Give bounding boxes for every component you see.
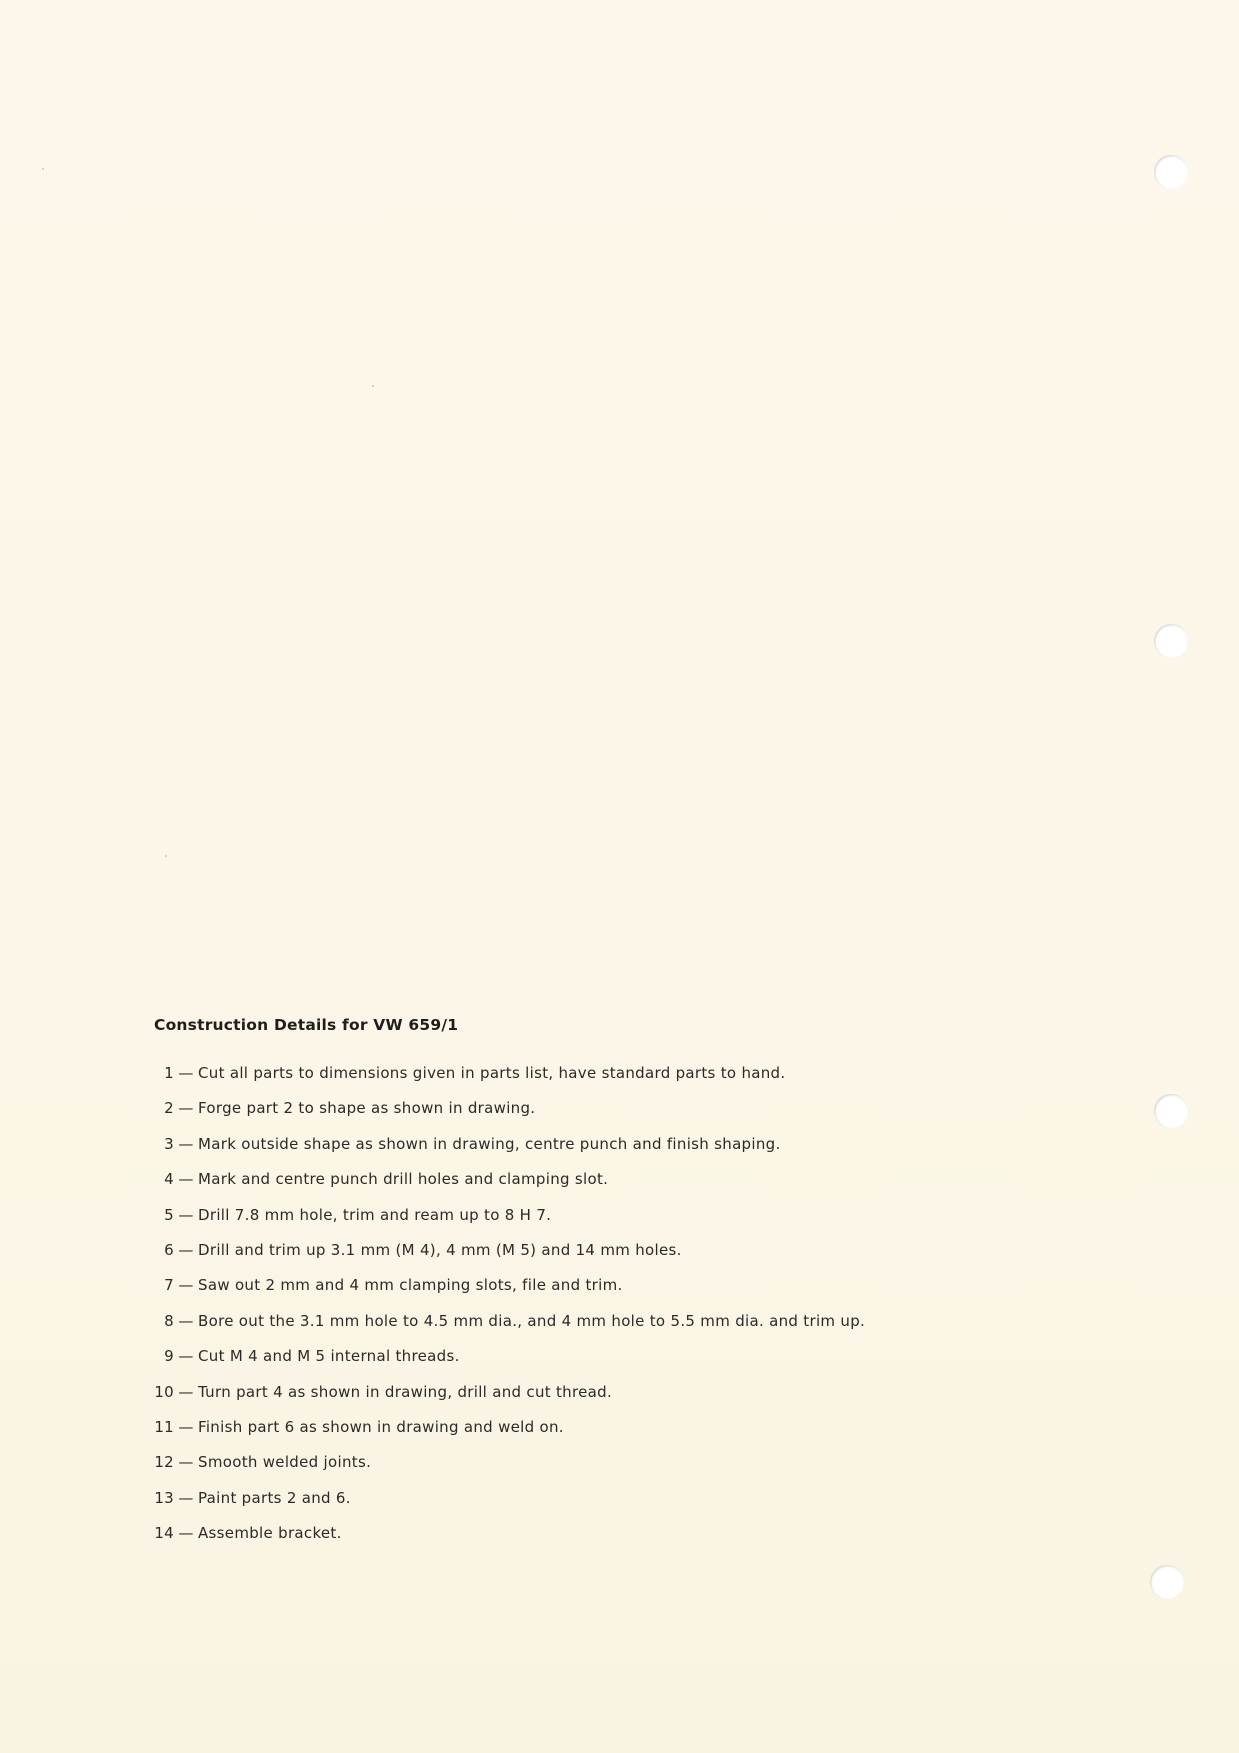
step-separator: — [178, 1417, 194, 1436]
step-item [154, 1135, 865, 1170]
step-number: 7 [164, 1276, 174, 1295]
punch-hole [1154, 155, 1188, 189]
step-separator: — [178, 1170, 194, 1189]
step-number: 5 [164, 1205, 174, 1224]
step-separator: — [178, 1064, 194, 1082]
step-separator: — [178, 1382, 194, 1401]
step-separator: — [178, 1099, 194, 1118]
construction-steps-list [154, 1064, 865, 1559]
step-number: 8 [164, 1311, 174, 1330]
step-text: Saw out 2 mm and 4 mm clamping slots, file and trim. [198, 1276, 623, 1295]
step-number: 10 [154, 1382, 174, 1401]
step-item [154, 1064, 865, 1099]
step-text: Drill and trim up 3.1 mm (M 4), 4 mm (M 5) and 14 mm holes. [198, 1240, 682, 1259]
step-item [154, 1312, 865, 1347]
step-separator: — [178, 1453, 194, 1472]
step-text: Cut M 4 and M 5 internal threads. [198, 1347, 460, 1366]
step-separator: — [178, 1134, 194, 1153]
step-item [154, 1241, 865, 1276]
step-number: 1 [164, 1064, 174, 1082]
step-item [154, 1170, 865, 1205]
step-text: Mark outside shape as shown in drawing, centre punch and finish shaping. [198, 1134, 781, 1153]
step-item [154, 1383, 865, 1418]
step-text: Forge part 2 to shape as shown in drawing. [198, 1099, 536, 1118]
step-item [154, 1418, 865, 1453]
step-number: 11 [154, 1417, 174, 1436]
step-item [154, 1206, 865, 1241]
step-text: Turn part 4 as shown in drawing, drill and cut thread. [198, 1382, 613, 1401]
step-number: 2 [164, 1099, 174, 1118]
punch-hole [1154, 1094, 1188, 1128]
paper-speck [372, 385, 374, 387]
step-text: Cut all parts to dimensions given in parts list, have standard parts to hand. [198, 1064, 786, 1082]
step-number: 14 [154, 1524, 174, 1543]
step-text: Drill 7.8 mm hole, trim and ream up to 8 H 7. [198, 1205, 552, 1224]
step-separator: — [178, 1240, 194, 1259]
step-separator: — [178, 1276, 194, 1295]
step-number: 9 [164, 1347, 174, 1366]
step-separator: — [178, 1488, 194, 1507]
step-text: Paint parts 2 and 6. [198, 1488, 351, 1507]
step-text: Assemble bracket. [198, 1524, 342, 1543]
step-item [154, 1099, 865, 1134]
step-text: Bore out the 3.1 mm hole to 4.5 mm dia., and 4 mm hole to 5.5 mm dia. and trim up. [198, 1311, 866, 1330]
step-number: 12 [154, 1453, 174, 1472]
step-number: 6 [164, 1240, 174, 1259]
step-separator: — [178, 1205, 194, 1224]
punch-hole [1154, 624, 1188, 658]
step-separator: — [178, 1524, 194, 1543]
document-title: Construction Details for VW 659/1 [154, 1016, 459, 1034]
step-item [154, 1453, 865, 1488]
step-separator: — [178, 1347, 194, 1366]
step-item [154, 1347, 865, 1382]
step-number: 13 [154, 1488, 174, 1507]
step-separator: — [178, 1311, 194, 1330]
step-text: Finish part 6 as shown in drawing and weld on. [198, 1417, 564, 1436]
punch-hole [1150, 1565, 1184, 1599]
step-number: 3 [164, 1134, 174, 1153]
step-number: 4 [164, 1170, 174, 1189]
step-item [154, 1276, 865, 1311]
step-text: Smooth welded joints. [198, 1453, 372, 1472]
step-item [154, 1524, 865, 1559]
step-item [154, 1489, 865, 1524]
step-text: Mark and centre punch drill holes and clamping slot. [198, 1170, 609, 1189]
paper-speck [42, 168, 44, 170]
paper-speck [165, 855, 167, 857]
